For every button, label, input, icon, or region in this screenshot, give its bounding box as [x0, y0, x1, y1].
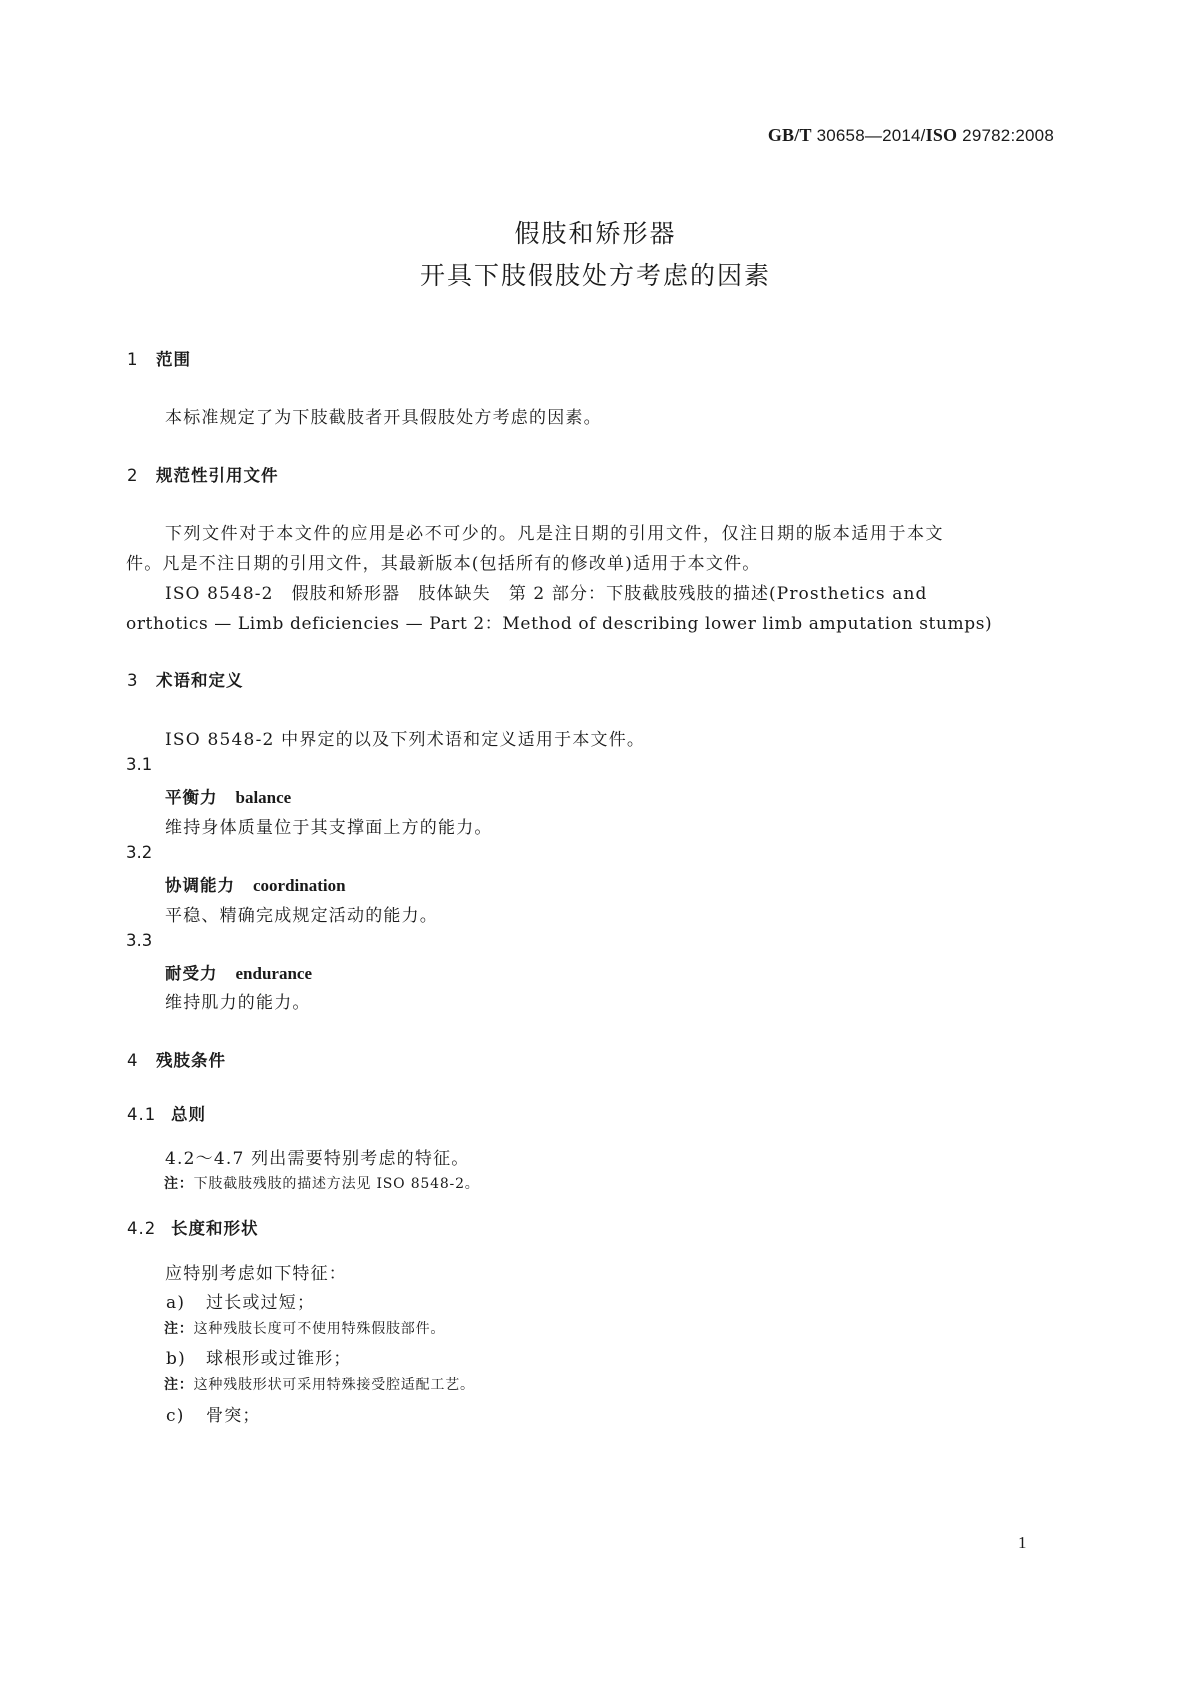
note-label: 注：: [164, 1377, 194, 1393]
subsection-4-2-heading: [127, 1215, 259, 1239]
term-en: endurance: [235, 964, 312, 983]
term-zh: 协调能力: [165, 876, 235, 895]
list-item: [166, 1401, 261, 1426]
term-definition: 维持肌力的能力。: [165, 993, 311, 1013]
list-item-text: 球根形或过锥形；: [206, 1349, 352, 1369]
section-number: 3: [127, 671, 139, 690]
section-title: 残肢条件: [156, 1051, 226, 1070]
term-number: 3.2: [126, 843, 153, 862]
section-1-body: 本标准规定了为下肢截肢者开具假肢处方考虑的因素。: [165, 408, 602, 428]
note-text: 这种残肢形状可采用特殊接受腔适配工艺。: [193, 1377, 475, 1393]
iso-prefix: ISO: [925, 125, 958, 145]
subsection-title: 长度和形状: [171, 1219, 259, 1238]
page-number: 1: [1018, 1533, 1027, 1552]
term-zh: 平衡力: [165, 788, 218, 807]
section-number: 2: [127, 466, 139, 485]
section-4-heading: [127, 1047, 226, 1071]
subsection-number: 4.1: [127, 1105, 157, 1124]
term-en: coordination: [253, 876, 346, 895]
section-title: 规范性引用文件: [156, 466, 279, 485]
list-item-text: 骨突；: [206, 1406, 261, 1426]
term-en: balance: [235, 788, 292, 807]
note-text: 下肢截肢残肢的描述方法见 ISO 8548-2。: [193, 1176, 480, 1192]
subsection-4-1-heading: [127, 1101, 206, 1125]
section-2-heading: [127, 462, 279, 486]
note: [164, 1318, 445, 1338]
section-title: 范围: [156, 350, 191, 369]
list-item: [166, 1288, 315, 1313]
subsection-title: 总则: [171, 1105, 206, 1124]
section-number: 4: [127, 1051, 139, 1070]
term-number: 3.3: [126, 931, 153, 950]
section-1-heading: [127, 346, 191, 370]
term-definition: 维持身体质量位于其支撑面上方的能力。: [165, 818, 493, 838]
note: [164, 1374, 475, 1394]
term-number: 3.1: [126, 755, 153, 774]
iso-number: 29782:2008: [957, 126, 1054, 145]
term-entry: [165, 960, 312, 984]
standard-number: 30658—2014/: [811, 126, 926, 145]
document-title-line2: 开具下肢假肢处方考虑的因素: [419, 261, 771, 290]
document-title-line1: 假肢和矫形器: [514, 219, 677, 248]
section-2-para-line2: 件。凡是不注日期的引用文件，其最新版本(包括所有的修改单)适用于本文件。: [126, 554, 761, 574]
list-item: [166, 1344, 352, 1369]
section-3-intro: ISO 8548-2 中界定的以及下列术语和定义适用于本文件。: [165, 730, 646, 750]
term-entry: [165, 872, 346, 896]
note-label: 注：: [164, 1176, 194, 1192]
section-number: 1: [127, 350, 139, 369]
section-3-heading: [127, 667, 244, 691]
list-marker: b): [166, 1349, 186, 1369]
normative-reference-line2: orthotics — Limb deficiencies — Part 2：Method of describing lower limb amputation stumps): [126, 614, 993, 634]
note: [164, 1173, 480, 1193]
term-zh: 耐受力: [165, 964, 218, 983]
note-text: 这种残肢长度可不使用特殊假肢部件。: [193, 1321, 446, 1337]
term-entry: [165, 784, 291, 808]
subsection-number: 4.2: [127, 1219, 157, 1238]
standard-code: [768, 125, 1054, 146]
section-2-para-line1: 下列文件对于本文件的应用是必不可少的。凡是注日期的引用文件，仅注日期的版本适用于本文: [165, 524, 945, 544]
term-definition: 平稳、精确完成规定活动的能力。: [165, 906, 438, 926]
list-item-text: 过长或过短；: [206, 1293, 316, 1313]
standard-prefix: GB/T: [767, 125, 812, 145]
list-marker: c): [166, 1406, 185, 1426]
list-marker: a): [166, 1293, 186, 1313]
section-title: 术语和定义: [156, 671, 244, 690]
normative-reference-line1: ISO 8548-2 假肢和矫形器 肢体缺失 第 2 部分：下肢截肢残肢的描述(Prosthetics and: [165, 584, 928, 604]
subsection-4-1-body: 4.2～4.7 列出需要特别考虑的特征。: [165, 1149, 470, 1169]
subsection-4-2-intro: 应特别考虑如下特征：: [165, 1264, 347, 1284]
note-label: 注：: [164, 1321, 194, 1337]
